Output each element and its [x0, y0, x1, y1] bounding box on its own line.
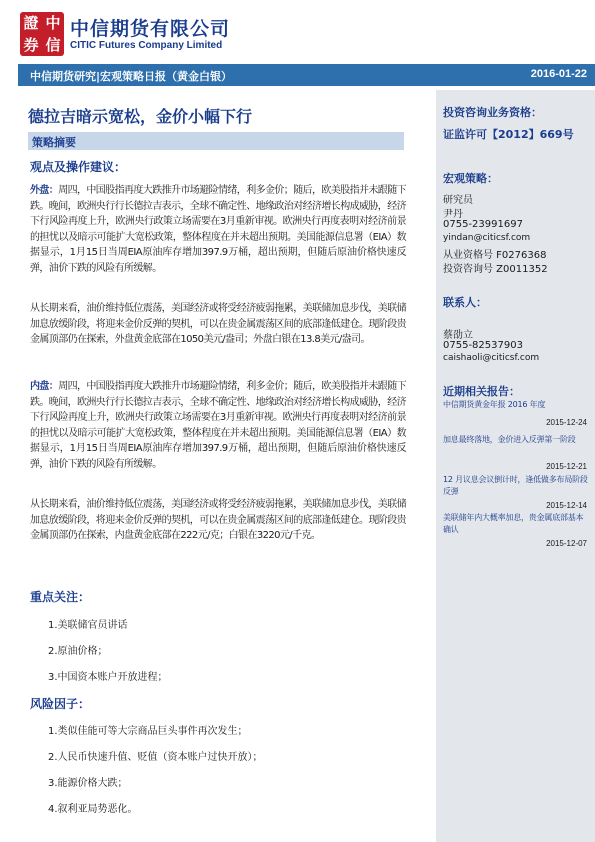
contact-heading: 联系人： [443, 296, 487, 309]
focus-heading: 重点关注： [30, 590, 91, 604]
report-link[interactable]: 中信期货黄金年报 2016 年度 [443, 400, 546, 409]
report-series: 中信期货研究|宏观策略日报（黄金白银） [30, 70, 233, 83]
analyst-name: 尹丹 [443, 209, 463, 220]
license-heading: 投资咨询业务资格： [443, 106, 542, 119]
company-name-en: CITIC Futures Company Limited [70, 40, 223, 51]
paragraph-label: 外盘： [30, 185, 59, 196]
paragraph-inner-outlook [30, 497, 406, 544]
paragraph-outer-market [30, 183, 406, 277]
focus-item: 1.美联储官员讲话 [48, 620, 128, 631]
risk-item: 4.叙利亚局势恶化。 [48, 804, 138, 815]
contact-email[interactable]: caishaoli@citicsf.com [443, 353, 540, 363]
report-date: 2015-12-07 [546, 539, 587, 548]
risk-item: 1.类似佳能可等大宗商品巨头事件再次发生； [48, 726, 248, 737]
paragraph-text: 周四，中国股指再度大跌推升市场避险情绪，利多金价；随后，欧美股指并未跟随下跌。晚间，欧洲央行行长德拉吉表示，全球不确定性、地缘政治对经济增长构成威胁，经济下行风险再度上升，欧洲央行政策立场需要在3月重新审视。欧洲央行再度表明对经济前景的担忧以及暗示可能扩大宽松政策，整体程度在并未超出预期。美国能源信息署（EIA）数据显示，1月15日当周EIA原油库存增加397.9万桶，超出预期，但随后原油价格快速反弹，油价下跌的风险有所缓解。 [30, 381, 407, 470]
paragraph-inner-market [30, 379, 406, 473]
report-link[interactable]: 美联储年内大概率加息，贵金属底部基本确认 [443, 513, 584, 534]
section-label: 策略摘要 [32, 136, 76, 149]
analyst-consult-id: 投资咨询号 Z0011352 [443, 264, 548, 275]
report-date: 2016-01-22 [530, 68, 587, 80]
logo-char: 證 [23, 13, 39, 32]
contact-phone: 0755-82537903 [443, 340, 523, 351]
reports-heading: 近期相关报告： [443, 385, 520, 398]
paragraph-text: 从长期来看，油价维持低位震荡，美国经济或将受经济疲弱拖累，美联储加息步伐，美联储加息放缓阶段，将迎来金价反弹的契机，可以在贵金属震荡区间的底部逢低建仓。现阶段贵金属顶部仍在探索，内盘黄金底部在222元/克；白银在3220元/千克。 [30, 499, 406, 542]
focus-item: 3.中国资本账户开放进程； [48, 672, 168, 683]
focus-item: 2.原油价格； [48, 646, 108, 657]
analyst-license: 从业资格号 F0276368 [443, 250, 547, 261]
report-banner [18, 64, 595, 86]
paragraph-text: 从长期来看，油价维持低位震荡，美国经济或将受经济疲弱拖累，美联储加息步伐，美联储加息放缓阶段，将迎来金价反弹的契机，可以在贵金属震荡区间的底部逢低建仓。现阶段贵金属顶部仍在探索，外盘黄金底部在1050美元/盎司；外盘白银在13.8美元/盎司。 [30, 303, 406, 346]
paragraph-text: 周四，中国股指再度大跌推升市场避险情绪，利多金价；随后，欧美股指并未跟随下跌。晚间，欧洲央行行长德拉吉表示，全球不确定性、地缘政治对经济增长构成威胁，经济下行风险再度上升，欧洲央行政策立场需要在3月重新审视。欧洲央行再度表明对经济前景的担忧以及暗示可能扩大宽松政策，整体程度在并未超出预期。美国能源信息署（EIA）数据显示，1月15日当周EIA原油库存增加397.9万桶，超出预期，但随后原油价格快速反弹，油价下跌的风险有所缓解。 [30, 185, 407, 274]
risk-item: 3.能源价格大跌； [48, 778, 128, 789]
contact-name: 蔡劭立 [443, 330, 473, 341]
paragraph-outer-outlook [30, 301, 406, 348]
logo-char: 券 [23, 35, 39, 54]
analyst-email[interactable]: yindan@citicsf.com [443, 233, 531, 243]
license-value: 证监许可【2012】669号 [443, 128, 574, 141]
report-link[interactable]: 12 月议息会议倒计时，逢低做多布局阶段反弹 [443, 475, 588, 496]
company-name-cn: 中信期货有限公司 [70, 18, 231, 40]
logo-char: 中 [45, 13, 61, 32]
section-bar [28, 132, 404, 150]
analyst-title: 研究员 [443, 195, 473, 206]
analyst-phone: 0755-23991697 [443, 219, 523, 230]
advice-heading: 观点及操作建议： [30, 160, 127, 174]
report-date: 2015-12-21 [546, 462, 587, 471]
risk-item: 2.人民币快速升值、贬值（资本账户过快开放）； [48, 752, 263, 763]
strategy-heading: 宏观策略： [443, 172, 498, 185]
risk-heading: 风险因子： [30, 697, 91, 711]
report-link[interactable]: 加息最终落地，金价进入反弹第一阶段 [443, 435, 576, 444]
page-title: 德拉吉暗示宽松，金价小幅下行 [28, 107, 253, 126]
paragraph-label: 内盘： [30, 381, 59, 392]
report-date: 2015-12-14 [546, 501, 587, 510]
company-logo [20, 12, 64, 56]
logo-char: 信 [45, 35, 61, 54]
report-date: 2015-12-24 [546, 418, 587, 427]
